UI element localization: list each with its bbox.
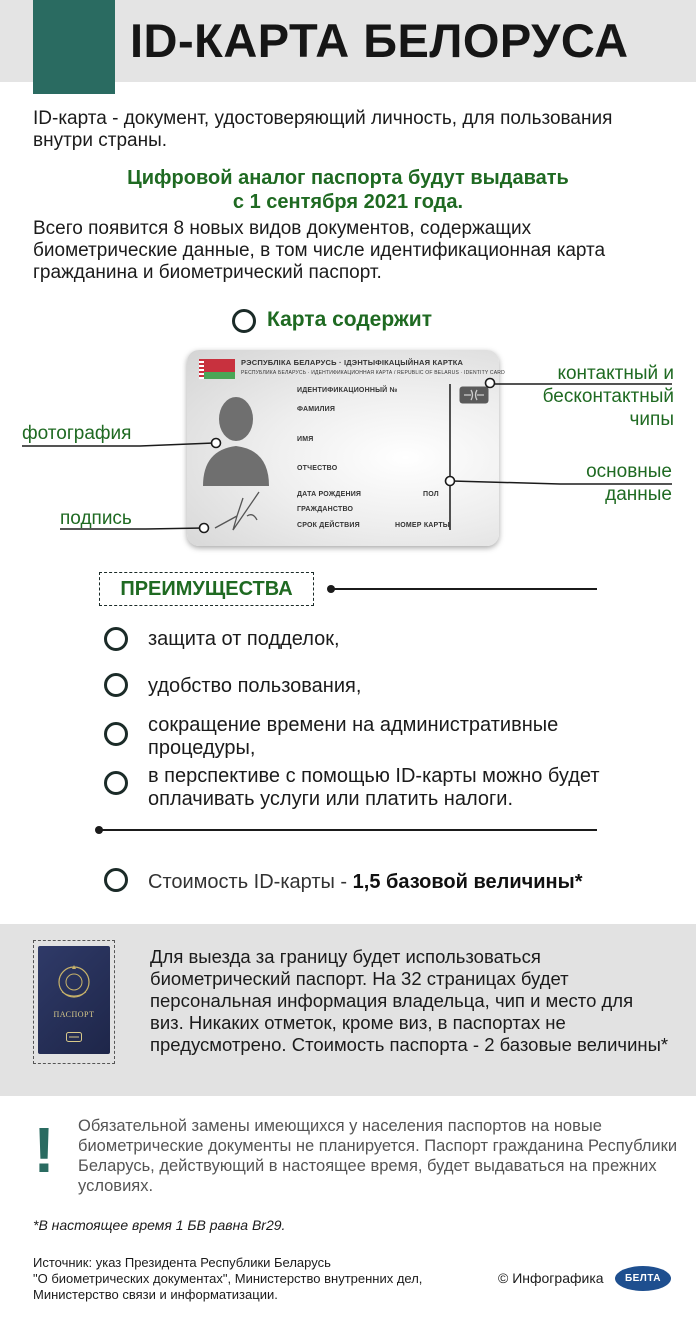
source-line-3: Министерство связи и информатизации. [33,1287,278,1302]
card-contents-heading: Карта содержит [267,308,432,331]
advantage-item-3: сокращение времени на административные процедуры, [148,714,559,759]
exclamation-icon: ! [33,1114,55,1186]
page-title: ID-КАРТА БЕЛОРУСА [130,14,629,67]
headline-line-1: Цифровой аналог паспорта будут выдавать [127,167,569,189]
footnote: *В настоящее время 1 БВ равна Br29. [33,1217,286,1233]
card-subtitle: РЕСПУБЛИКА БЕЛАРУСЬ · ИДЕНТИФИКАЦИОННАЯ КАРТА / REPUBLIC OF BELARUS · IDENTITY CARD [241,370,505,376]
belta-logo-icon: БЕЛТА [615,1266,671,1291]
passport-cover-image [38,946,110,1054]
emblem-icon [56,962,92,1002]
notice-text: Обязательной замены имеющихся у населения паспортов на новые биометрические документы не планируется. Паспорт гражданина Республики Беларусь, действующий в настоящее время, будет выдаваться на прежних условиях. [78,1117,678,1195]
field-birth-date: ДАТА РОЖДЕНИЯ [297,491,362,498]
cost-value: 1,5 базовой величины* [352,871,583,893]
advantage-item-1: защита от подделок, [148,628,340,650]
passport-chip-icon [66,1032,82,1042]
card-title: РЭСПУБЛІКА БЕЛАРУСЬ · ІДЭНТЫФІКАЦЫЙНАЯ КАРТКА [241,358,464,367]
bullet-ring-icon [104,722,128,746]
passport-info: Для выезда за границу будет использоваться биометрический паспорт. На 32 страницах будет персональная информация владельца, чип и место для виз. Никаких отметок, кроме виз, в паспортах не предусмотрено. Стоимость паспорта - 2 базовые величины* [150,946,669,1055]
bullet-ring-icon [104,771,128,795]
field-card-number: НОМЕР КАРТЫ [395,522,450,529]
passport-cover-label: ПАСПОРТ [53,1010,95,1019]
callout-chips: контактный и бесконтактный чипы [542,363,674,430]
callout-signature: подпись [60,508,132,529]
cost-label: Стоимость ID-карты - [148,871,353,893]
callout-main-data: основные данные [586,461,672,505]
divider-line [329,588,597,590]
source-line-2: "О биометрических документах", Министерство внутренних дел, [33,1271,423,1286]
advantage-item-4: в перспективе с помощью ID-карты можно будет оплачивать услуги или платить налоги. [148,765,600,810]
advantage-item-2: удобство пользования, [148,675,362,697]
field-surname: ФАМИЛИЯ [297,406,336,413]
bullet-ring-icon [104,627,128,651]
intro-details: Всего появится 8 новых видов документов, содержащих биометрические данные, в том числе идентификационная карта гражданина и биометрический паспорт. [33,218,606,283]
field-citizenship: ГРАЖДАНСТВО [297,506,354,513]
intro-definition: ID-карта - документ, удостоверяющий личность, для пользования внутри страны. [33,108,613,151]
bullet-ring-icon [104,673,128,697]
credit-text: © Инфографика [498,1270,604,1286]
id-card-cost [148,871,583,894]
field-sex: ПОЛ [423,491,439,498]
field-patronymic: ОТЧЕСТВО [297,465,338,472]
divider-dot [95,826,103,834]
header-accent-block [33,0,115,94]
headline-line-2: с 1 сентября 2021 года. [232,191,464,213]
divider-line [99,829,597,831]
divider-dot [327,585,335,593]
field-name: ИМЯ [297,436,314,443]
source-line-1: Источник: указ Президента Республики Беларусь [33,1255,331,1270]
field-validity: СРОК ДЕЙСТВИЯ [297,522,360,529]
advantages-heading: ПРЕИМУЩЕСТВА [120,578,293,600]
bullet-ring-icon [104,868,128,892]
source-block [33,1255,473,1303]
callout-photo: фотография [22,423,132,444]
field-id-number: ИДЕНТИФИКАЦИОННЫЙ № [297,387,398,394]
